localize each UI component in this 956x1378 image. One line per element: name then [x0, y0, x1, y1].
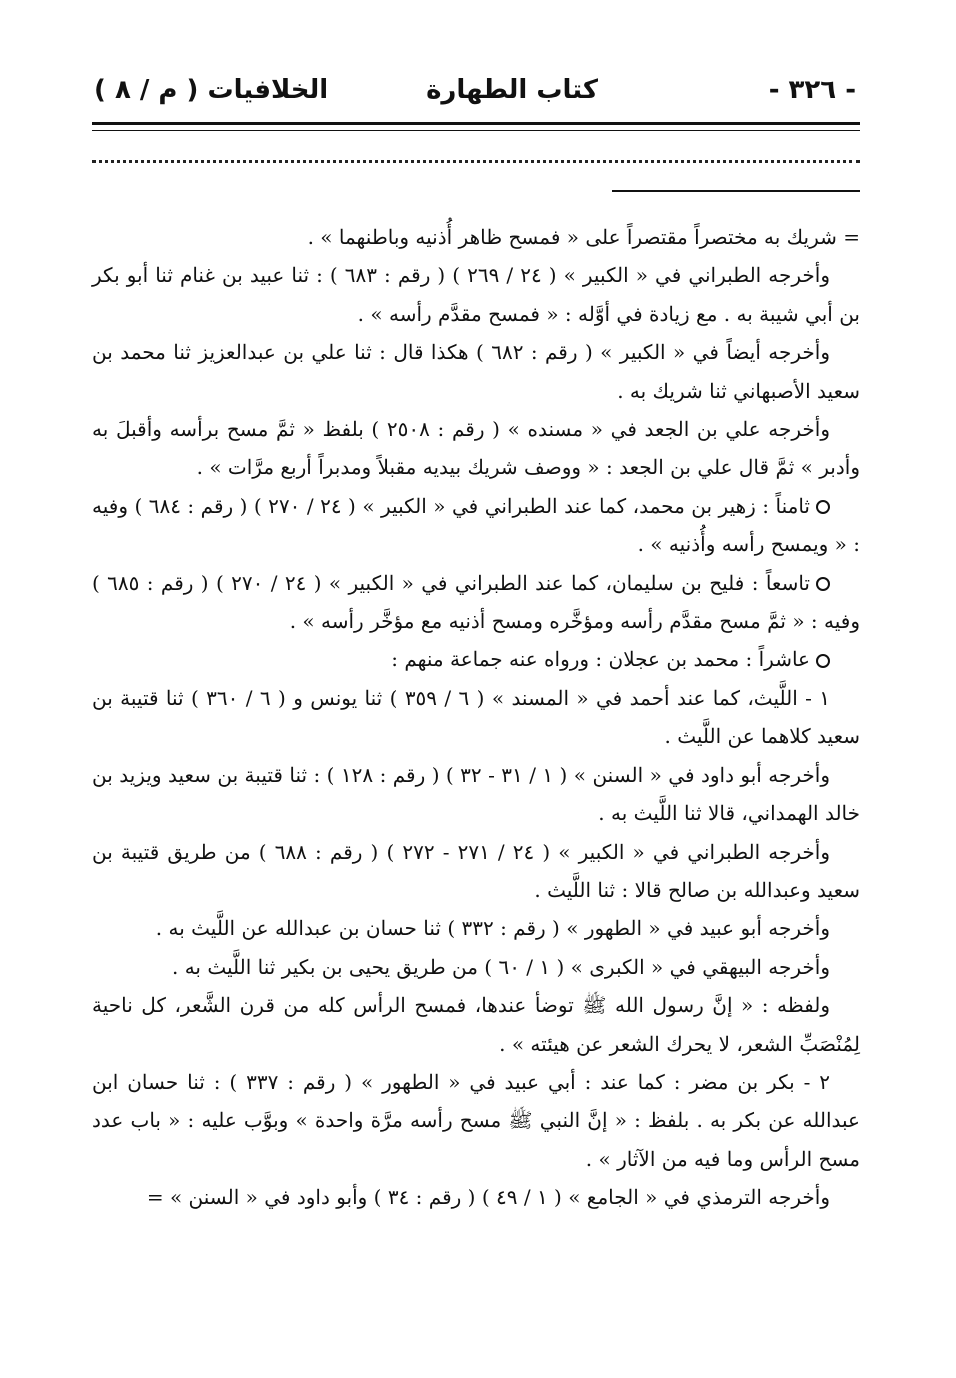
- footnote-paragraph: [92, 487, 860, 564]
- paragraph-text: تاسعاً : فليح بن سليمان، كما عند الطبراني في « الكبير » ( ٢٤ / ٢٧٠ ) ( رقم : ٦٨٥ ) وفيه : « ثمَّ مسح مقدَّم رأسه ومؤخَّره ومسح أذنيه مع مؤخَّر رأسه » .: [92, 570, 860, 634]
- paragraph-text: وأخرجه أبو عبيد في « الطهور » ( رقم : ٣٣٢ ) ثنا حسان بن عبدالله عن اللَّيث به .: [155, 916, 830, 941]
- circle-bullet-icon: [816, 654, 830, 668]
- dotted-separator: [92, 160, 860, 179]
- running-header: [92, 64, 860, 108]
- paragraph-text: عاشراً : محمد بن عجلان : ورواه عنه جماعة منهم :: [391, 647, 810, 672]
- circle-bullet-icon: [816, 500, 830, 514]
- book-page: [92, 64, 860, 1314]
- footnote-paragraph: [92, 333, 860, 410]
- paragraph-text: ٢ - بكر بن مضر : كما عند : أبي عبيد في « الطهور » ( رقم : ٣٣٧ ) : ثنا حسان ابن عبدالله عن بكر به . بلفظ : « إنَّ النبي ﷺ مسح رأسه مرَّة واحدة » وبوَّب عليه : « باب عدد مسح الرأس وما فيه من الآثار » .: [92, 1069, 860, 1171]
- paragraph-text: وأخرجه الطبراني في « الكبير » ( ٢٤ / ٢٧١ - ٢٧٢ ) ( رقم : ٦٨٨ ) من طريق قتيبة بن سعيد وعبدالله بن صالح قالا : ثنا اللَّيث .: [92, 839, 860, 902]
- footnote-paragraph: [92, 256, 860, 333]
- paragraph-text: وأخرجه الطبراني في « الكبير » ( ٢٤ / ٢٦٩ ) ( رقم : ٦٨٣ ) : ثنا عبيد بن غنام ثنا أبو بكر بن أبي شيبة به . مع زيادة في أوَّله : « فمسح مقدَّم رأسه » .: [92, 263, 860, 326]
- footnote-paragraph: [92, 756, 860, 833]
- footnote-paragraph: [92, 986, 860, 1063]
- paragraph-text: وأخرجه أبو داود في « السنن » ( ١ / ٣١ - ٣٢ ) ( رقم : ١٢٨ ) : ثنا قتيبة بن سعيد ويزيد بن خالد الهمداني، قالا ثنا اللَّيث به .: [92, 762, 860, 826]
- footnote-paragraph: [92, 833, 860, 910]
- footnote-paragraph: [92, 640, 860, 678]
- footnote-paragraph: [92, 564, 860, 641]
- footnote-paragraph: [92, 679, 860, 756]
- footnote-paragraph: [92, 218, 860, 256]
- header-rule-thick: [92, 122, 860, 125]
- paragraph-text: وأخرجه علي بن الجعد في « مسنده » ( رقم : ٢٥٠٨ ) بلفظ « ثمَّ مسح برأسه وأقبلَ به وأدبر » ثمَّ قال علي بن الجعد : « ووصف شريك بيديه مقبلاً ومدبراً أربع مرَّات » .: [92, 417, 860, 480]
- section-title: الخلافيات ( م / ٨ ): [94, 75, 329, 105]
- footnote-paragraph: [92, 1178, 860, 1216]
- paragraph-text: = شريك به مختصراً مقتصراً على « فمسح ظاهر أُذنيه وباطنهما » .: [307, 225, 860, 249]
- page-number: - ٣٢٦ -: [768, 75, 856, 105]
- footnote-paragraph: [92, 948, 860, 986]
- footnote-separator: [612, 190, 860, 192]
- paragraph-text: ثامناً : زهير بن محمد، كما عند الطبراني في « الكبير » ( ٢٤ / ٢٧٠ ) ( رقم : ٦٨٤ ) وفيه : « ويمسح رأسه وأُذنيه » .: [92, 493, 860, 557]
- footnote-paragraph: [92, 909, 860, 947]
- header-rule-thin: [92, 130, 860, 131]
- book-title: كتاب الطهارة: [426, 75, 598, 105]
- footnote-paragraph: [92, 1063, 860, 1178]
- footnote-paragraph: [92, 410, 860, 487]
- circle-bullet-icon: [816, 577, 830, 591]
- paragraph-text: وأخرجه أيضاً في « الكبير » ( رقم : ٦٨٢ ) هكذا قال : ثنا علي بن عبدالعزيز ثنا محمد بن سعيد الأصبهاني ثنا شريك به .: [92, 340, 860, 403]
- paragraph-text: وأخرجه البيهقي في « الكبرى » ( ١ / ٦٠ ) من طريق يحيى بن بكير ثنا اللَّيث به .: [171, 954, 830, 979]
- paragraph-text: ولفظه : « إنَّ رسول الله ﷺ توضأ عندها، فمسح الرأس كله من قرن الشَّعر، كل ناحية لِمُنْصَبِّ الشعر، لا يحرك الشعر عن هيئته » .: [92, 993, 860, 1056]
- paragraph-text: ١ - اللَّيث، كما عند أحمد في « المسند » ( ٦ / ٣٥٩ ) ثنا يونس و ( ٦ / ٣٦٠ ) ثنا قتيبة بن سعيد كلاهما عن اللَّيث .: [92, 685, 860, 749]
- footnote-body: [92, 218, 860, 1217]
- paragraph-text: وأخرجه الترمذي في « الجامع » ( ١ / ٤٩ ) ( رقم : ٣٤ ) وأبو داود في « السنن » =: [146, 1185, 830, 1210]
